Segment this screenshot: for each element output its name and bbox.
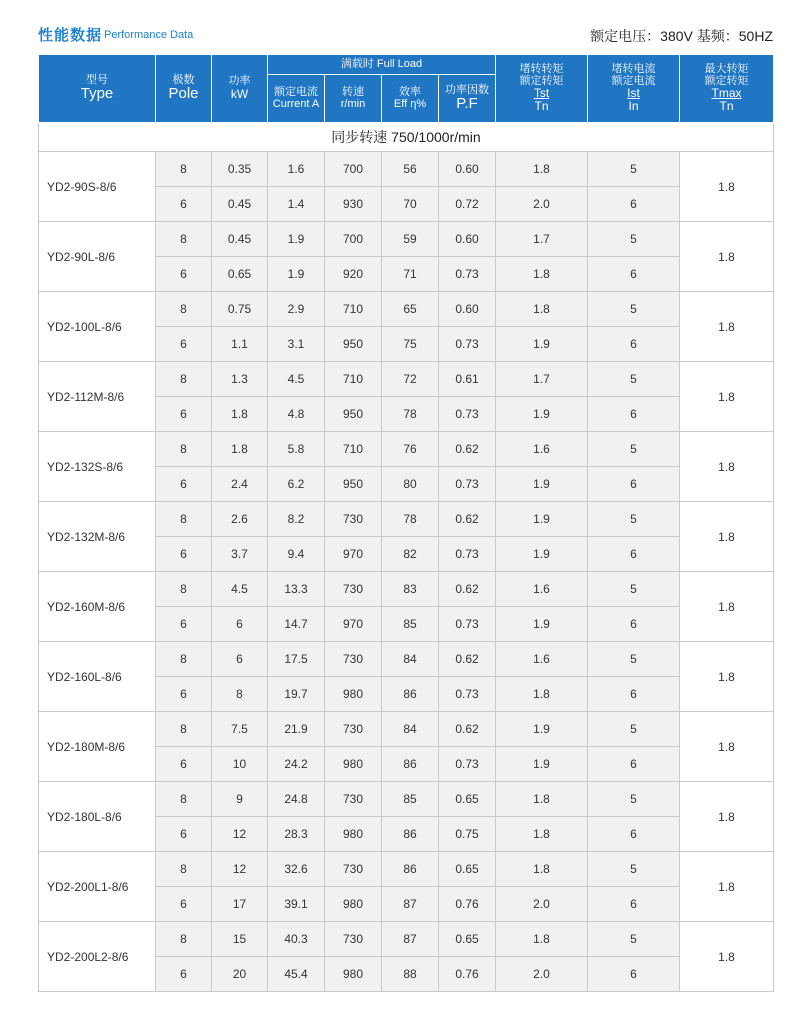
pf-cell: 0.72	[439, 187, 496, 222]
pf-cell: 0.76	[439, 957, 496, 992]
ist-cell: 6	[588, 887, 680, 922]
tmax-ratio-cell: 1.8	[680, 152, 774, 222]
kw-cell: 6	[212, 642, 268, 677]
pf-cell: 0.60	[439, 292, 496, 327]
pole-cell: 8	[156, 292, 212, 327]
pf-cell: 0.65	[439, 852, 496, 887]
title-bar	[38, 24, 773, 48]
header-tst-ratio: 堵转转矩 额定转矩 Tst Tn	[496, 55, 588, 123]
tst-cell: 1.8	[496, 677, 588, 712]
tst-cell: 1.8	[496, 152, 588, 187]
ist-cell: 5	[588, 712, 680, 747]
pf-cell: 0.60	[439, 152, 496, 187]
current-cell: 4.8	[268, 397, 325, 432]
eff-cell: 83	[382, 572, 439, 607]
table-body	[39, 123, 774, 992]
current-cell: 9.4	[268, 537, 325, 572]
eff-cell: 75	[382, 327, 439, 362]
ist-cell: 6	[588, 467, 680, 502]
ist-cell: 6	[588, 257, 680, 292]
pf-cell: 0.60	[439, 222, 496, 257]
pf-cell: 0.62	[439, 432, 496, 467]
model-type-cell: YD2-90S-8/6	[39, 152, 156, 222]
table-row	[39, 292, 774, 327]
eff-cell: 84	[382, 642, 439, 677]
current-cell: 3.1	[268, 327, 325, 362]
speed-cell: 970	[325, 537, 382, 572]
tst-cell: 1.8	[496, 782, 588, 817]
pole-cell: 6	[156, 887, 212, 922]
ist-cell: 5	[588, 152, 680, 187]
speed-cell: 700	[325, 152, 382, 187]
pole-cell: 6	[156, 467, 212, 502]
model-type-cell: YD2-100L-8/6	[39, 292, 156, 362]
table-row	[39, 502, 774, 537]
pole-cell: 8	[156, 152, 212, 187]
tmax-ratio-cell: 1.8	[680, 712, 774, 782]
tst-cell: 1.9	[496, 607, 588, 642]
pf-cell: 0.73	[439, 747, 496, 782]
model-type-cell: YD2-132M-8/6	[39, 502, 156, 572]
tst-cell: 1.8	[496, 817, 588, 852]
tmax-ratio-cell: 1.8	[680, 292, 774, 362]
pole-cell: 8	[156, 852, 212, 887]
current-cell: 24.8	[268, 782, 325, 817]
current-cell: 17.5	[268, 642, 325, 677]
eff-cell: 80	[382, 467, 439, 502]
kw-cell: 0.35	[212, 152, 268, 187]
header-full-load: 满载时 Full Load	[268, 55, 496, 75]
current-cell: 14.7	[268, 607, 325, 642]
voltage-frequency-note: 额定电压：380V 基频：50HZ	[590, 28, 773, 44]
current-cell: 45.4	[268, 957, 325, 992]
kw-cell: 8	[212, 677, 268, 712]
table-row	[39, 152, 774, 187]
table-row	[39, 712, 774, 747]
kw-cell: 4.5	[212, 572, 268, 607]
model-type-cell: YD2-160L-8/6	[39, 642, 156, 712]
speed-cell: 710	[325, 362, 382, 397]
pole-cell: 6	[156, 747, 212, 782]
speed-cell: 920	[325, 257, 382, 292]
eff-cell: 59	[382, 222, 439, 257]
header-ist-ratio: 堵转电流 额定电流 Ist In	[588, 55, 680, 123]
tmax-ratio-cell: 1.8	[680, 782, 774, 852]
header-speed: 转速 r/min	[325, 75, 382, 123]
pole-cell: 6	[156, 187, 212, 222]
header-current: 额定电流 Current A	[268, 75, 325, 123]
ist-cell: 6	[588, 397, 680, 432]
ist-cell: 5	[588, 222, 680, 257]
kw-cell: 0.45	[212, 222, 268, 257]
tst-cell: 2.0	[496, 957, 588, 992]
page-title-cn: 性能数据	[38, 27, 103, 44]
current-cell: 1.4	[268, 187, 325, 222]
tst-cell: 2.0	[496, 187, 588, 222]
pf-cell: 0.73	[439, 257, 496, 292]
tst-cell: 1.8	[496, 292, 588, 327]
current-cell: 1.6	[268, 152, 325, 187]
pf-cell: 0.75	[439, 817, 496, 852]
model-type-cell: YD2-200L1-8/6	[39, 852, 156, 922]
current-cell: 6.2	[268, 467, 325, 502]
speed-cell: 950	[325, 467, 382, 502]
speed-cell: 980	[325, 957, 382, 992]
tmax-ratio-cell: 1.8	[680, 642, 774, 712]
speed-cell: 970	[325, 607, 382, 642]
speed-cell: 710	[325, 432, 382, 467]
speed-cell: 980	[325, 747, 382, 782]
eff-cell: 78	[382, 502, 439, 537]
header-efficiency: 效率 Eff η%	[382, 75, 439, 123]
current-cell: 5.8	[268, 432, 325, 467]
pole-cell: 6	[156, 327, 212, 362]
kw-cell: 1.8	[212, 432, 268, 467]
speed-cell: 730	[325, 852, 382, 887]
speed-cell: 730	[325, 782, 382, 817]
pole-cell: 6	[156, 677, 212, 712]
speed-cell: 730	[325, 712, 382, 747]
speed-cell: 730	[325, 642, 382, 677]
tmax-ratio-cell: 1.8	[680, 572, 774, 642]
model-type-cell: YD2-160M-8/6	[39, 572, 156, 642]
table-row	[39, 432, 774, 467]
speed-cell: 950	[325, 327, 382, 362]
ist-cell: 5	[588, 852, 680, 887]
model-type-cell: YD2-200L2-8/6	[39, 922, 156, 992]
eff-cell: 56	[382, 152, 439, 187]
pf-cell: 0.65	[439, 782, 496, 817]
ist-cell: 6	[588, 187, 680, 222]
ist-cell: 6	[588, 607, 680, 642]
tst-cell: 1.8	[496, 922, 588, 957]
tst-cell: 1.6	[496, 572, 588, 607]
kw-cell: 12	[212, 817, 268, 852]
eff-cell: 86	[382, 747, 439, 782]
ist-cell: 5	[588, 572, 680, 607]
tst-cell: 1.9	[496, 327, 588, 362]
pole-cell: 8	[156, 432, 212, 467]
pole-cell: 6	[156, 537, 212, 572]
pole-cell: 6	[156, 817, 212, 852]
ist-cell: 5	[588, 362, 680, 397]
table-row	[39, 222, 774, 257]
table-row	[39, 642, 774, 677]
eff-cell: 86	[382, 852, 439, 887]
tmax-ratio-cell: 1.8	[680, 922, 774, 992]
speed-cell: 730	[325, 572, 382, 607]
kw-cell: 1.3	[212, 362, 268, 397]
ist-cell: 6	[588, 817, 680, 852]
tst-cell: 1.9	[496, 537, 588, 572]
pf-cell: 0.61	[439, 362, 496, 397]
eff-cell: 86	[382, 817, 439, 852]
ist-cell: 5	[588, 642, 680, 677]
table-row	[39, 782, 774, 817]
header-type: 型号 Type	[39, 55, 156, 123]
pf-cell: 0.73	[439, 607, 496, 642]
kw-cell: 0.75	[212, 292, 268, 327]
kw-cell: 9	[212, 782, 268, 817]
current-cell: 28.3	[268, 817, 325, 852]
eff-cell: 72	[382, 362, 439, 397]
tmax-ratio-cell: 1.8	[680, 362, 774, 432]
kw-cell: 15	[212, 922, 268, 957]
tst-cell: 1.7	[496, 362, 588, 397]
eff-cell: 82	[382, 537, 439, 572]
eff-cell: 88	[382, 957, 439, 992]
sync-speed-label: 同步转速 750/1000r/min	[39, 123, 774, 152]
kw-cell: 0.65	[212, 257, 268, 292]
kw-cell: 10	[212, 747, 268, 782]
header-power: 功率 kW	[212, 55, 268, 123]
header-tmax-ratio: 最大转矩 额定转矩 Tmax Tn	[680, 55, 774, 123]
ist-cell: 5	[588, 922, 680, 957]
current-cell: 19.7	[268, 677, 325, 712]
tst-cell: 1.9	[496, 467, 588, 502]
table-row	[39, 572, 774, 607]
pole-cell: 8	[156, 362, 212, 397]
pf-cell: 0.62	[439, 642, 496, 677]
pole-cell: 8	[156, 712, 212, 747]
model-type-cell: YD2-112M-8/6	[39, 362, 156, 432]
current-cell: 24.2	[268, 747, 325, 782]
tst-cell: 1.8	[496, 257, 588, 292]
speed-cell: 930	[325, 187, 382, 222]
pf-cell: 0.73	[439, 397, 496, 432]
table-row	[39, 922, 774, 957]
pole-cell: 8	[156, 642, 212, 677]
model-type-cell: YD2-90L-8/6	[39, 222, 156, 292]
kw-cell: 2.4	[212, 467, 268, 502]
current-cell: 39.1	[268, 887, 325, 922]
tmax-ratio-cell: 1.8	[680, 852, 774, 922]
pf-cell: 0.73	[439, 537, 496, 572]
eff-cell: 84	[382, 712, 439, 747]
eff-cell: 85	[382, 782, 439, 817]
kw-cell: 12	[212, 852, 268, 887]
speed-cell: 980	[325, 887, 382, 922]
tmax-ratio-cell: 1.8	[680, 222, 774, 292]
eff-cell: 65	[382, 292, 439, 327]
eff-cell: 70	[382, 187, 439, 222]
tst-cell: 2.0	[496, 887, 588, 922]
speed-cell: 950	[325, 397, 382, 432]
table-row	[39, 852, 774, 887]
current-cell: 4.5	[268, 362, 325, 397]
tst-cell: 1.7	[496, 222, 588, 257]
page-title-en: Performance Data	[104, 29, 194, 41]
model-type-cell: YD2-180M-8/6	[39, 712, 156, 782]
kw-cell: 1.1	[212, 327, 268, 362]
ist-cell: 5	[588, 292, 680, 327]
pole-cell: 8	[156, 222, 212, 257]
eff-cell: 71	[382, 257, 439, 292]
tmax-ratio-cell: 1.8	[680, 432, 774, 502]
pf-cell: 0.76	[439, 887, 496, 922]
eff-cell: 78	[382, 397, 439, 432]
tst-cell: 1.9	[496, 502, 588, 537]
tst-cell: 1.9	[496, 397, 588, 432]
current-cell: 40.3	[268, 922, 325, 957]
tst-cell: 1.6	[496, 642, 588, 677]
tmax-ratio-cell: 1.8	[680, 502, 774, 572]
speed-cell: 980	[325, 817, 382, 852]
tst-cell: 1.8	[496, 852, 588, 887]
ist-cell: 6	[588, 327, 680, 362]
kw-cell: 17	[212, 887, 268, 922]
current-cell: 1.9	[268, 222, 325, 257]
current-cell: 32.6	[268, 852, 325, 887]
pole-cell: 8	[156, 922, 212, 957]
ist-cell: 6	[588, 747, 680, 782]
model-type-cell: YD2-180L-8/6	[39, 782, 156, 852]
eff-cell: 76	[382, 432, 439, 467]
pf-cell: 0.73	[439, 327, 496, 362]
ist-cell: 6	[588, 537, 680, 572]
pole-cell: 8	[156, 572, 212, 607]
kw-cell: 20	[212, 957, 268, 992]
kw-cell: 3.7	[212, 537, 268, 572]
speed-cell: 980	[325, 677, 382, 712]
table-header	[39, 55, 774, 123]
ist-cell: 5	[588, 432, 680, 467]
speed-cell: 730	[325, 502, 382, 537]
performance-table	[38, 54, 774, 992]
ist-cell: 5	[588, 502, 680, 537]
kw-cell: 7.5	[212, 712, 268, 747]
eff-cell: 86	[382, 677, 439, 712]
tst-cell: 1.9	[496, 747, 588, 782]
ist-cell: 6	[588, 957, 680, 992]
current-cell: 21.9	[268, 712, 325, 747]
pf-cell: 0.73	[439, 677, 496, 712]
speed-cell: 710	[325, 292, 382, 327]
pf-cell: 0.73	[439, 467, 496, 502]
eff-cell: 87	[382, 887, 439, 922]
pole-cell: 6	[156, 257, 212, 292]
eff-cell: 85	[382, 607, 439, 642]
pole-cell: 8	[156, 502, 212, 537]
pf-cell: 0.62	[439, 712, 496, 747]
pf-cell: 0.62	[439, 572, 496, 607]
header-pole: 极数 Pole	[156, 55, 212, 123]
tst-cell: 1.6	[496, 432, 588, 467]
current-cell: 1.9	[268, 257, 325, 292]
pf-cell: 0.62	[439, 502, 496, 537]
current-cell: 2.9	[268, 292, 325, 327]
kw-cell: 6	[212, 607, 268, 642]
tst-cell: 1.9	[496, 712, 588, 747]
pole-cell: 8	[156, 782, 212, 817]
pole-cell: 6	[156, 397, 212, 432]
table-row	[39, 362, 774, 397]
kw-cell: 1.8	[212, 397, 268, 432]
pole-cell: 6	[156, 957, 212, 992]
current-cell: 8.2	[268, 502, 325, 537]
kw-cell: 2.6	[212, 502, 268, 537]
ist-cell: 6	[588, 677, 680, 712]
current-cell: 13.3	[268, 572, 325, 607]
speed-cell: 700	[325, 222, 382, 257]
kw-cell: 0.45	[212, 187, 268, 222]
eff-cell: 87	[382, 922, 439, 957]
model-type-cell: YD2-132S-8/6	[39, 432, 156, 502]
header-power-factor: 功率因数 P.F	[439, 75, 496, 123]
pole-cell: 6	[156, 607, 212, 642]
pf-cell: 0.65	[439, 922, 496, 957]
ist-cell: 5	[588, 782, 680, 817]
speed-cell: 730	[325, 922, 382, 957]
